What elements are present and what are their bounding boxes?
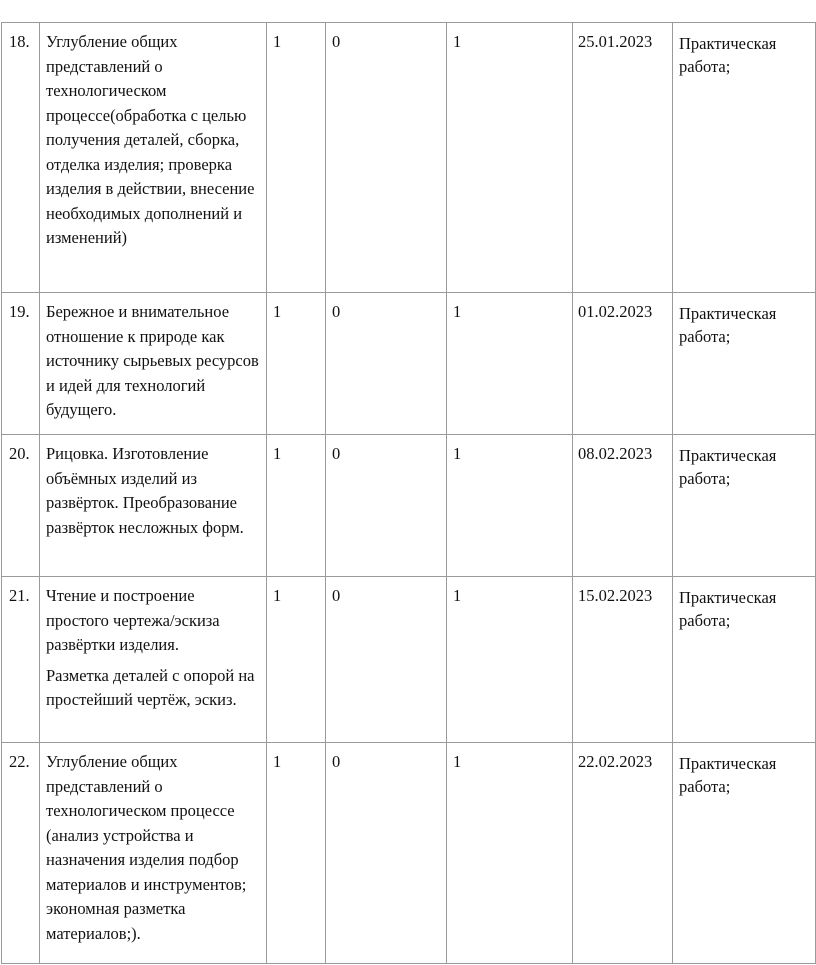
table-row (2, 743, 816, 964)
lesson-topic (40, 23, 267, 293)
hours-practical: 1 (447, 23, 573, 293)
lesson-date: 22.02.2023 (573, 743, 673, 964)
lesson-plan-table (1, 22, 816, 964)
hours-control: 0 (326, 743, 447, 964)
control-form: Практическая работа; (673, 577, 816, 743)
control-form: Практическая работа; (673, 293, 816, 435)
topic-paragraph: Разметка деталей с опорой на простейший чертёж, эскиз. (46, 665, 255, 709)
control-form: Практическая работа; (673, 435, 816, 577)
lesson-topic (40, 577, 267, 743)
hours-total: 1 (267, 743, 326, 964)
table-row (2, 577, 816, 743)
hours-practical: 1 (447, 293, 573, 435)
hours-control: 0 (326, 435, 447, 577)
hours-total: 1 (267, 23, 326, 293)
table-row (2, 435, 816, 577)
table-row (2, 293, 816, 435)
hours-practical: 1 (447, 435, 573, 577)
hours-total: 1 (267, 577, 326, 743)
lesson-topic (40, 435, 267, 577)
topic-paragraph: Углубление общих представлений о технологическом процессе (анализ устройства и назначения изделия подбор материалов и инструментов; экономная разметка материалов;). (46, 752, 247, 943)
lesson-date: 15.02.2023 (573, 577, 673, 743)
topic-paragraph: Рицовка. Изготовление объёмных изделий из развёрток. Преобразование развёрток несложных форм. (46, 444, 244, 537)
row-number: 18. (2, 23, 40, 293)
hours-control: 0 (326, 23, 447, 293)
row-number: 22. (2, 743, 40, 964)
row-number: 20. (2, 435, 40, 577)
hours-practical: 1 (447, 577, 573, 743)
table-row (2, 23, 816, 293)
lesson-date: 08.02.2023 (573, 435, 673, 577)
hours-practical: 1 (447, 743, 573, 964)
lesson-topic (40, 743, 267, 964)
topic-paragraph: Бережное и внимательное отношение к природе как источнику сырьевых ресурсов и идей для технологий будущего. (46, 302, 259, 419)
lesson-date: 01.02.2023 (573, 293, 673, 435)
control-form: Практическая работа; (673, 23, 816, 293)
lesson-date: 25.01.2023 (573, 23, 673, 293)
lesson-topic (40, 293, 267, 435)
hours-control: 0 (326, 293, 447, 435)
hours-control: 0 (326, 577, 447, 743)
row-number: 19. (2, 293, 40, 435)
control-form: Практическая работа; (673, 743, 816, 964)
hours-total: 1 (267, 293, 326, 435)
topic-paragraph: Углубление общих представлений о технологическом процессе(обработка с целью получения деталей, сборка, отделка изделия; проверка изделия в действии, внесение необходимых дополнений и изменений) (46, 32, 255, 247)
topic-paragraph: Чтение и построение простого чертежа/эскиза развёртки изделия. (46, 586, 220, 654)
hours-total: 1 (267, 435, 326, 577)
row-number: 21. (2, 577, 40, 743)
